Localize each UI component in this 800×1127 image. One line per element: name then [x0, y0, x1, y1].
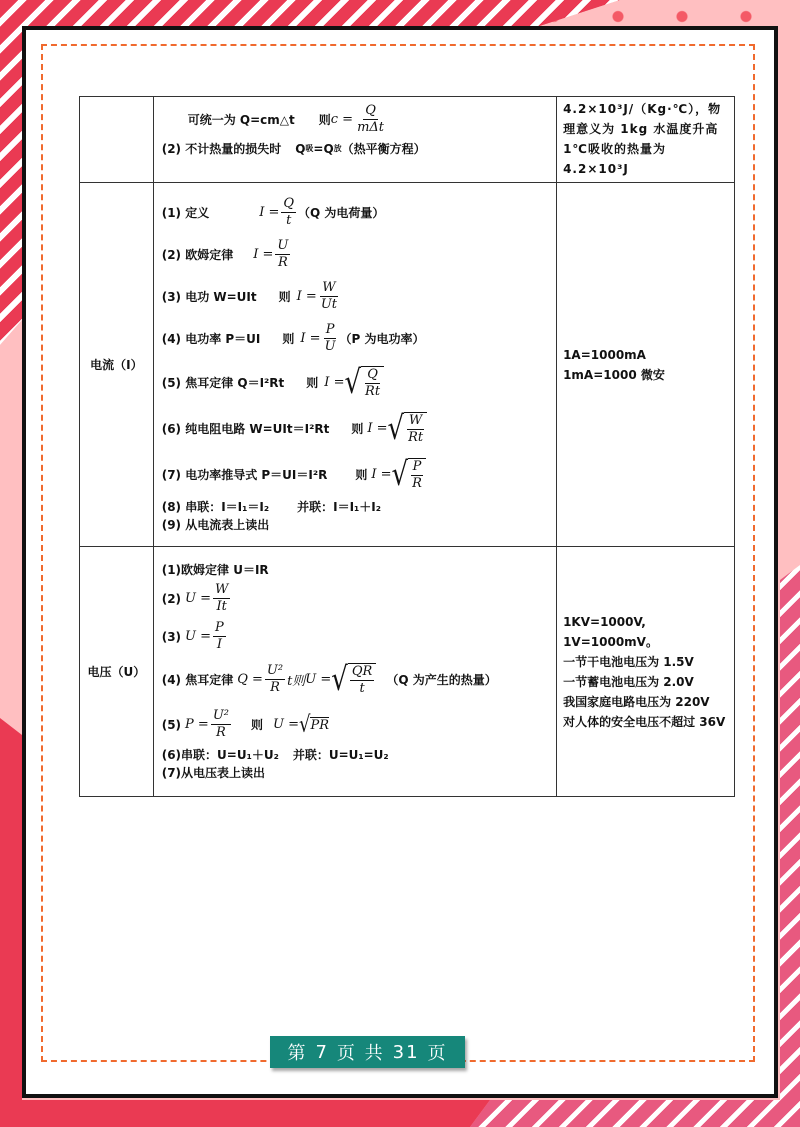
page-suffix: 页	[427, 1043, 448, 1064]
numerator: P	[215, 620, 224, 635]
square-root	[298, 710, 330, 737]
math-lhs: U =	[185, 629, 212, 644]
math-lhs: Q =	[237, 672, 263, 687]
formula-then: 则	[306, 376, 319, 390]
row-label	[80, 97, 154, 183]
numerator: W	[408, 412, 423, 428]
fraction	[350, 664, 374, 697]
fraction	[275, 238, 290, 271]
formula-note: （热平衡方程）	[341, 142, 426, 156]
series-rule: (6)串联：U=U₁＋U₂	[161, 748, 279, 762]
fraction	[363, 367, 382, 400]
numerator: P	[325, 322, 335, 337]
radicand: PR	[310, 717, 330, 733]
page-mid: 页 共	[336, 1043, 385, 1064]
formula-math	[331, 103, 388, 136]
row-label: 电压（U）	[80, 547, 154, 797]
formula-text: (2) 欧姆定律	[161, 248, 234, 262]
fraction	[213, 582, 230, 615]
denominator: t	[286, 213, 292, 228]
table-row-current	[80, 183, 735, 547]
denominator: Rt	[408, 429, 424, 445]
denominator: Ut	[320, 297, 337, 312]
q-absorb: Q	[295, 141, 306, 156]
formula-text: (7) 电功率推导式 P＝UI＝I²R	[161, 468, 328, 482]
formula-math	[259, 196, 298, 229]
fraction	[319, 280, 339, 313]
note-text: 一节干电池电压为 1.5V	[563, 654, 694, 669]
formula-text: (1) 定义	[161, 206, 210, 220]
equals-q: =Q	[313, 141, 334, 156]
math-lhs: I =	[324, 375, 345, 390]
page-total: 31	[392, 1041, 420, 1063]
formula-text: (4) 焦耳定律	[161, 673, 234, 687]
denominator: R	[270, 680, 280, 695]
page-current: 7	[315, 1041, 329, 1063]
formula-then: 则	[318, 113, 331, 127]
formula-math	[273, 710, 330, 737]
denominator: It	[216, 599, 227, 614]
series-rule: (8) 串联：I＝I₁＝I₂	[161, 500, 270, 514]
square-root	[331, 660, 376, 699]
table-row-voltage	[80, 547, 735, 797]
formula-math	[253, 238, 292, 271]
numerator: Q	[283, 196, 295, 211]
math-lhs: I =	[259, 205, 280, 220]
note-text: 1V=1000mV。	[563, 634, 658, 649]
formula-then: 则	[355, 468, 368, 482]
notes-cell	[557, 547, 735, 797]
fraction	[213, 620, 226, 653]
square-root	[387, 409, 428, 448]
formula-text: (3) 电功 W=UIt	[161, 290, 257, 304]
note-text: 我国家庭电路电压为 220V	[563, 694, 710, 709]
formula-text: (3)	[161, 629, 182, 644]
numerator: U²	[212, 708, 229, 723]
parallel-rule: 并联：I＝I₁＋I₂	[297, 500, 382, 514]
numerator: U	[277, 238, 289, 253]
formula-math	[367, 409, 427, 448]
formula-cell	[153, 547, 556, 797]
formula-math	[237, 660, 376, 699]
table-row-heat	[80, 97, 735, 183]
formula-math	[185, 708, 233, 741]
numerator: Q	[365, 103, 376, 118]
formula-note: （Q 为产生的热量）	[386, 673, 497, 687]
formula-then: 则	[250, 718, 263, 732]
fraction	[211, 708, 231, 741]
note-text: 对人体的安全电压不超过 36V	[563, 714, 726, 729]
formula-math	[185, 620, 228, 653]
math-lhs: I =	[253, 247, 274, 262]
math-lhs: I =	[371, 467, 392, 482]
numerator: Q	[367, 366, 378, 382]
fraction	[355, 103, 386, 136]
math-lhs: U =	[185, 591, 212, 606]
formula-text: (1)欧姆定律 U＝IR	[161, 563, 269, 577]
notes-cell	[557, 97, 735, 183]
formula-math	[324, 363, 384, 402]
denominator: R	[216, 725, 226, 740]
formula-then: t则	[287, 674, 306, 689]
radical-sign: √	[387, 409, 405, 448]
numerator: W	[215, 582, 229, 597]
note-text: 1mA=1000 微安	[563, 367, 665, 382]
row-label: 电流（I）	[80, 183, 154, 547]
fraction	[281, 196, 296, 229]
formula-text: (7)从电压表上读出	[161, 766, 266, 780]
radical-sign: √	[331, 660, 348, 699]
formula-math	[297, 280, 341, 313]
formula-text: (5) 焦耳定律 Q＝I²Rt	[161, 376, 285, 390]
formula-text: (9) 从电流表上读出	[161, 518, 270, 532]
numerator: W	[322, 280, 336, 295]
square-root	[391, 455, 426, 494]
page-indicator	[270, 1036, 465, 1068]
parallel-rule: 并联：U=U₁=U₂	[292, 748, 389, 762]
formula-text: (2) 不计热量的损失时	[161, 142, 282, 156]
numerator: P	[412, 458, 422, 474]
formula-math	[300, 322, 339, 355]
radical-sign: √	[344, 363, 362, 402]
denominator: U	[324, 339, 336, 354]
formula-math	[371, 455, 426, 494]
formula-text: (2)	[161, 591, 182, 606]
formula-then: 则	[278, 290, 291, 304]
numerator: U²	[266, 663, 284, 678]
math-lhs: I =	[367, 421, 388, 436]
notes-cell	[557, 183, 735, 547]
formula-math	[185, 582, 232, 615]
formula-cell	[153, 183, 556, 547]
denominator: R	[412, 475, 422, 491]
subscript: 放	[333, 144, 342, 153]
square-root	[344, 363, 384, 402]
formula-text: 可统一为 Q=cm△t	[187, 113, 295, 127]
page-prefix: 第	[287, 1043, 308, 1064]
note-text: 1A=1000mA	[563, 347, 646, 362]
formula-text: (5)	[161, 717, 182, 732]
denominator: mΔt	[357, 120, 385, 135]
formula-text: (4) 电功率 P＝UI	[161, 332, 261, 346]
formula-cell	[153, 97, 556, 183]
math-lhs: I =	[296, 289, 317, 304]
denominator: Rt	[365, 383, 381, 399]
formula-text: (6) 纯电阻电路 W=UIt＝I²Rt	[161, 422, 330, 436]
formula-note: （Q 为电荷量）	[298, 206, 385, 220]
fraction	[265, 663, 285, 696]
math-lhs: U =	[273, 717, 299, 732]
denominator: I	[216, 637, 222, 652]
math-lhs: c =	[330, 112, 354, 127]
fraction	[410, 459, 424, 492]
subscript: 吸	[305, 144, 314, 153]
math-lhs: U =	[305, 672, 332, 687]
fraction	[323, 322, 338, 355]
fraction	[406, 413, 425, 446]
note-text: 一节蓄电池电压为 2.0V	[563, 674, 694, 689]
math-lhs: I =	[300, 331, 321, 346]
radical-sign: √	[298, 710, 311, 737]
math-lhs: P =	[185, 717, 209, 732]
numerator: QR	[351, 663, 373, 679]
physics-formula-table	[79, 96, 735, 797]
formula-note: （P 为电功率）	[339, 332, 425, 346]
note-text: 1KV=1000V,	[563, 614, 646, 629]
formula-then: 则	[351, 422, 364, 436]
formula-then: 则	[282, 332, 295, 346]
note-text: 4.2×10³J/（Kg·℃），物理意义为 1kg 水温度升高 1℃吸收的热量为 4.2×10³J	[563, 102, 722, 176]
denominator: R	[277, 255, 288, 270]
radical-sign: √	[391, 455, 409, 494]
denominator: t	[359, 680, 365, 696]
